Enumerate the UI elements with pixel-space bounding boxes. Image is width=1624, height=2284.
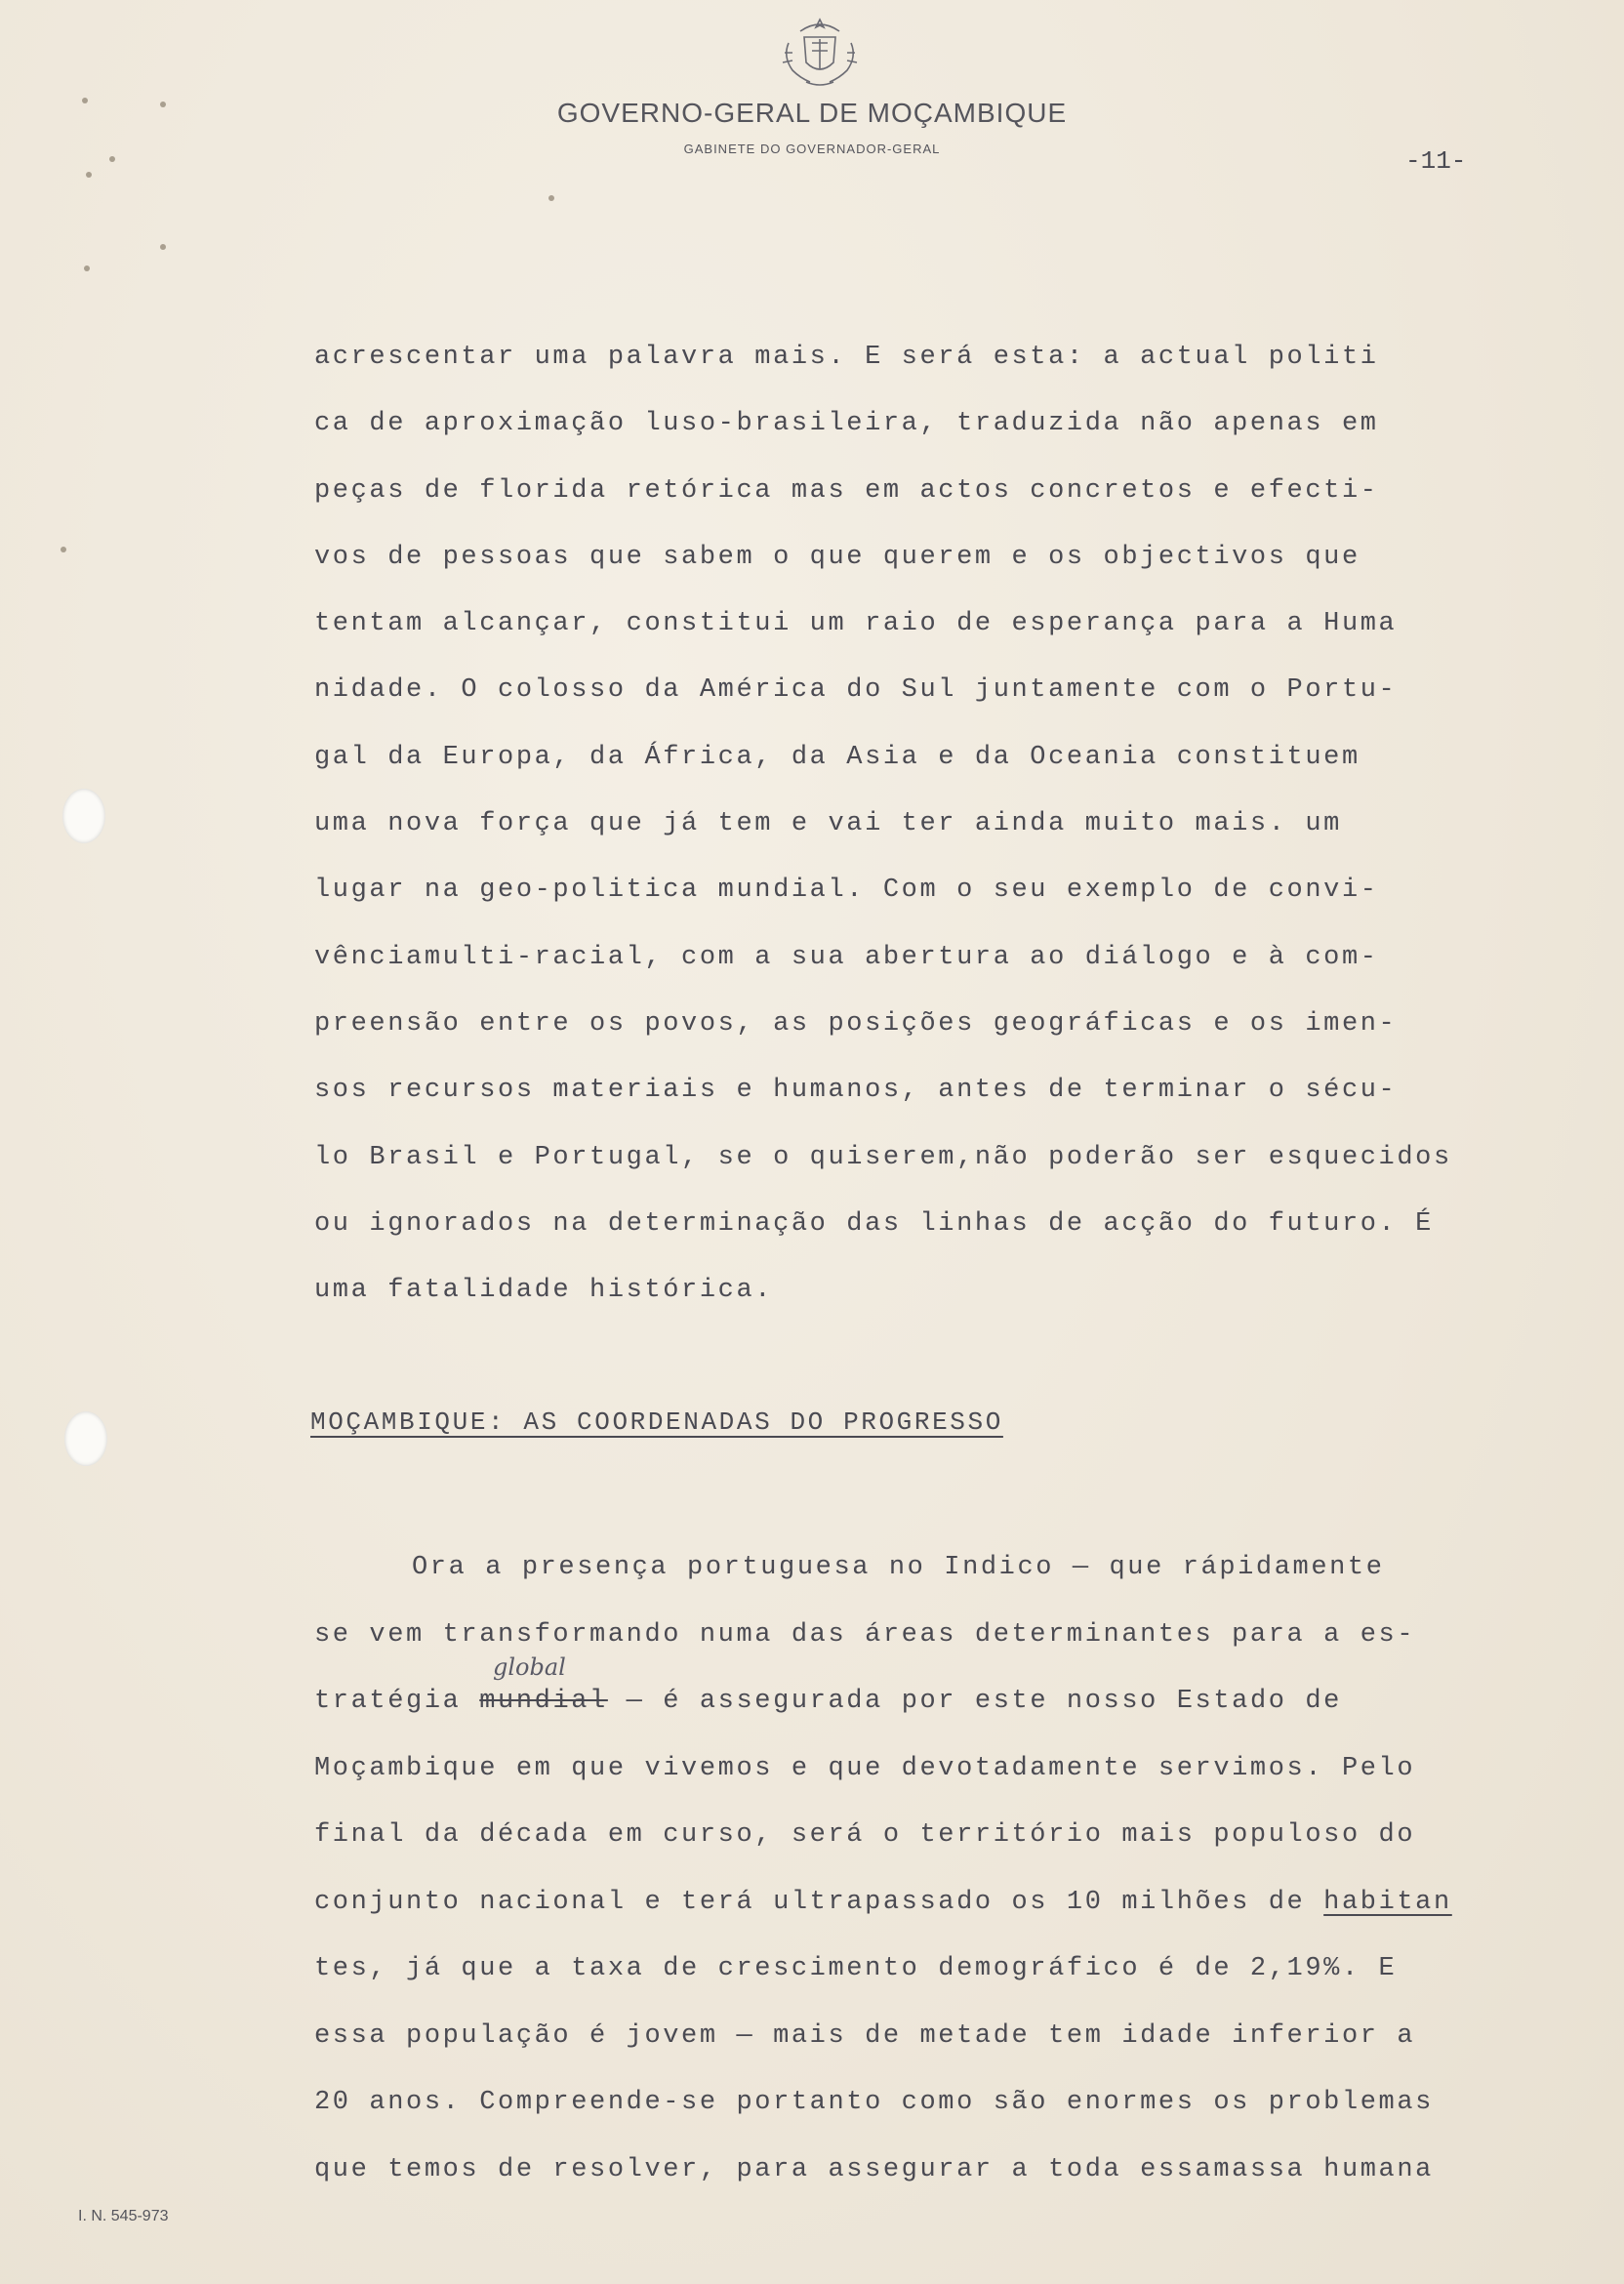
text-line: nidade. O colosso da América do Sul juntamente com o Portu- bbox=[314, 675, 1398, 706]
text-line: vênciamulti-racial, com a sua abertura ao diálogo e à com- bbox=[314, 942, 1379, 972]
text-line: ca de aproximação luso-brasileira, traduzida não apenas em bbox=[314, 409, 1379, 439]
text-line: vos de pessoas que sabem o que querem e os objectivos que bbox=[314, 542, 1360, 572]
text-line: essa população é jovem — mais de metade tem idade inferior a bbox=[314, 2020, 1416, 2051]
speck bbox=[86, 172, 92, 178]
text-line: tentam alcançar, constitui um raio de esperança para a Huma bbox=[314, 609, 1398, 639]
text-line: peças de florida retórica mas em actos concretos e efecti- bbox=[314, 475, 1379, 506]
text-line: uma fatalidade histórica. bbox=[314, 1276, 774, 1306]
text-line: preensão entre os povos, as posições geográficas e os imen- bbox=[314, 1008, 1398, 1039]
text-line: que temos de resolver, para assegurar a toda essamassa humana bbox=[314, 2154, 1434, 2184]
text-fragment: — é assegurada por este nosso Estado de bbox=[607, 1687, 1342, 1716]
paragraph-2 bbox=[314, 1534, 1583, 2203]
text-fragment: tratégia bbox=[314, 1687, 480, 1716]
text-line: lo Brasil e Portugal, se o quiserem,não poderão ser esquecidos bbox=[314, 1142, 1452, 1172]
text-line: tes, já que a taxa de crescimento demográfico é de 2,19%. E bbox=[314, 1954, 1398, 1983]
text-line: gal da Europa, da África, da Asia e da Oceania constituem bbox=[314, 742, 1360, 772]
section-heading: MOÇAMBIQUE: AS COORDENADAS DO PROGRESSO bbox=[310, 1407, 1003, 1437]
text-line: sos recursos materiais e humanos, antes de terminar o sécu- bbox=[314, 1076, 1398, 1106]
coat-of-arms-icon bbox=[771, 14, 869, 90]
speck bbox=[160, 244, 166, 250]
text-line: 20 anos. Compreende-se portanto como são enormes os problemas bbox=[314, 2088, 1434, 2117]
speck bbox=[109, 156, 115, 162]
struck-word: mundial bbox=[479, 1687, 608, 1716]
text-line: acrescentar uma palavra mais. E será esta: a actual politi bbox=[314, 343, 1379, 372]
text-fragment: conjunto nacional e terá ultrapassado os 10 milhões de bbox=[314, 1887, 1324, 1917]
speck bbox=[61, 547, 66, 552]
paragraph-1 bbox=[314, 324, 1583, 1324]
page-number: -11- bbox=[1405, 146, 1467, 176]
text-line: final da década em curso, será o território mais populoso do bbox=[314, 1820, 1416, 1850]
underlined-word: habitan bbox=[1323, 1887, 1452, 1917]
text-line bbox=[314, 1869, 1583, 1937]
cabinet-subtitle: GABINETE DO GOVERNADOR-GERAL bbox=[683, 142, 941, 156]
speck bbox=[548, 195, 554, 201]
text-line bbox=[314, 1668, 1583, 1735]
punch-hole-bottom bbox=[64, 1411, 107, 1466]
text-line: se vem transformando numa das áreas determinantes para a es- bbox=[314, 1619, 1416, 1650]
text-line: Ora a presença portuguesa no Indico — que rápidamente bbox=[412, 1553, 1385, 1582]
print-code: I. N. 545-973 bbox=[78, 2208, 169, 2224]
speck bbox=[84, 265, 90, 271]
text-line: Moçambique em que vivemos e que devotadamente servimos. Pelo bbox=[314, 1753, 1416, 1783]
handwritten-correction: global bbox=[493, 1653, 566, 1681]
text-line: lugar na geo-politica mundial. Com o seu exemplo de convi- bbox=[314, 876, 1379, 906]
government-title: GOVERNO-GERAL DE MOÇAMBIQUE bbox=[556, 98, 1068, 128]
text-line: uma nova força que já tem e vai ter ainda muito mais. um bbox=[314, 809, 1342, 839]
text-line: ou ignorados na determinação das linhas de acção do futuro. É bbox=[314, 1208, 1434, 1239]
punch-hole-top bbox=[62, 789, 105, 843]
